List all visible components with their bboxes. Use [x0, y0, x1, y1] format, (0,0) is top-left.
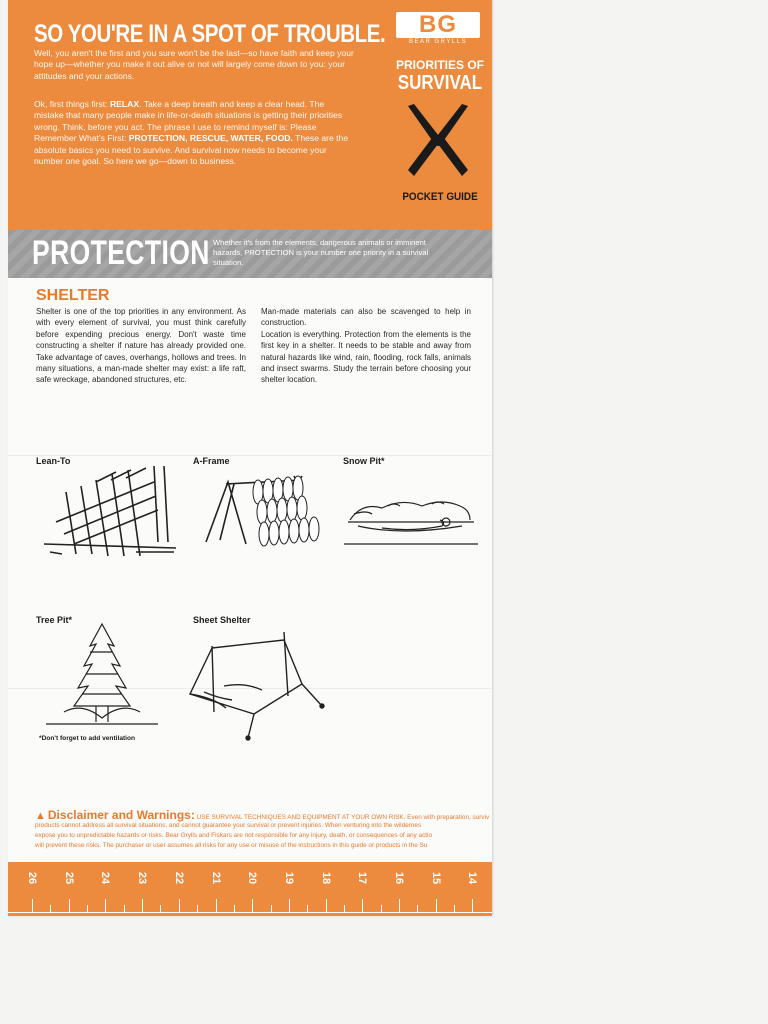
ruler-tick: [252, 899, 253, 913]
ruler-label: 21: [209, 871, 222, 885]
ruler-label: 18: [319, 871, 332, 885]
p2-pre: Ok, first things first:: [34, 99, 110, 109]
lean-to-label: Lean-To: [36, 456, 71, 466]
ruler-tick: [179, 899, 180, 913]
p2-post: These are the absolute basics you need to survive. And survival now needs to become your number one goal. So here we go—down to business.: [34, 133, 349, 167]
ruler-tick: [436, 899, 437, 913]
protection-title: PROTECTION: [32, 234, 210, 272]
ruler-tick: [32, 899, 33, 913]
ruler-tick: [362, 899, 363, 913]
p2-priorities: PROTECTION, RESCUE, WATER, FOOD.: [128, 133, 293, 144]
ruler-label: 17: [356, 871, 369, 885]
p2-mid: . Take a deep breath and keep a clear head. The mistake that many people make in life-or-death situations is getting their priorities wrong. Think, before you act. The phrase I use to remind myself is: Please Remember What's First:: [34, 99, 343, 144]
protection-text: Whether it's from the elements, dangerous animals or imminent hazards, PROTECTION is your number one priority in a survival situation.: [213, 238, 429, 267]
lean-to-illustration: [36, 462, 186, 562]
pocket-guide-sheet: [8, 0, 492, 916]
ruler-tick: [105, 899, 106, 913]
shelter-col2-para-1: Man-made materials can also be scavenged to help in construction.: [261, 307, 471, 328]
a-frame-label: A-Frame: [193, 456, 230, 466]
tree-pit-label: Tree Pit*: [36, 615, 73, 625]
ventilation-note: *Don't forget to add ventilation: [39, 735, 136, 742]
a-frame-illustration: [198, 474, 333, 566]
snow-pit-label: Snow Pit*: [343, 456, 385, 466]
disclaimer-line-2: products cannot address all survival situations, and cannot guarantee your survival or prevent injuries. When venturing into the wildernes: [35, 822, 422, 829]
brand-logo-block: [396, 12, 480, 52]
survival-label: SURVIVAL: [397, 72, 483, 94]
disclaimer-line-3: expose you to unpredictable hazards or risks. Bear Grylls and Fiskars are not responsible for any injury, death, or consequences of any actio: [35, 832, 433, 839]
ruler-label: 19: [282, 871, 295, 885]
ruler-strip: [8, 862, 492, 916]
ruler-tick: [216, 899, 217, 913]
bear-grylls-wordmark: BEAR GRYLLS: [408, 39, 468, 45]
ruler-label: 20: [246, 871, 259, 885]
ruler-label: 22: [172, 871, 185, 885]
ruler-tick: [289, 899, 290, 913]
pocket-guide-label: POCKET GUIDE: [402, 191, 478, 203]
header-paragraph-1: Well, you aren't the first and you sure won't be the last—so have faith and keep your hope up—whether you make it out alive or not will largely come down to you: your attitudes and your actions.: [34, 48, 354, 81]
ruler-label: 14: [466, 871, 479, 885]
bear-grylls-logo: BG: [396, 12, 480, 38]
header-paragraph-2: [34, 99, 356, 167]
shelter-column-2: [261, 306, 471, 386]
sheet-shelter-illustration: [184, 626, 334, 744]
header-panel: [8, 0, 492, 230]
header-title: SO YOU'RE IN A SPOT OF TROUBLE.: [34, 20, 386, 48]
ruler-tick: [69, 899, 70, 913]
disclaimer-title: Disclaimer and Warnings:: [47, 808, 195, 822]
ruler-label: 26: [26, 871, 38, 885]
disclaimer-lead: USE SURVIVAL TECHNIQUES AND EQUIPMENT AT YOUR OWN RISK. Even with preparation, surviv: [194, 814, 490, 821]
ruler-tick: [326, 899, 327, 913]
p2-relax: RELAX: [109, 99, 140, 109]
shelter-column-1: Shelter is one of the top priorities in any environment. As with every element of survival, you must think carefully before expending precious energy. Don't waste time constructing a shelter if nature has already provided one. Take advantage of caves, overhangs, hollows and trees. In many situations, a man-made shelter may exist: a life raft, safe wreckage, abandoned structures, etc.: [36, 307, 246, 385]
crossed-knives-icon: [398, 100, 478, 180]
shelter-col2-para-2: Location is everything. Protection from the elements is the first key in a shelter. It needs to be stable and away from natural hazards like wind, rain, flooding, rock falls, animals and insect swarms. Study the terrain before choosing your shelter location.: [261, 329, 471, 385]
warning-icon: ▲: [35, 810, 46, 822]
ruler-tick: [142, 899, 143, 913]
ruler-label: 16: [393, 871, 405, 885]
ruler-baseline: [8, 912, 492, 913]
ruler-tick: [472, 899, 473, 913]
ruler-tick: [399, 899, 400, 913]
ruler-label: 25: [62, 871, 75, 885]
sheet-shelter-label: Sheet Shelter: [193, 615, 251, 625]
ruler-label: 15: [429, 871, 442, 885]
shelter-heading: SHELTER: [36, 287, 110, 304]
tree-pit-illustration: [42, 622, 162, 730]
ruler-label: 23: [136, 871, 149, 885]
disclaimer-line-4: will prevent these risks. The purchaser or user assumes all risks for any use or misuse of the instructions in this guide or products in the Su: [35, 842, 428, 849]
priorities-label: PRIORITIES OF: [395, 58, 484, 72]
disclaimer-heading: [35, 808, 489, 822]
protection-band: [8, 230, 492, 278]
snow-pit-illustration: [342, 492, 480, 552]
fold-line: [8, 455, 492, 456]
ruler-label: 24: [99, 871, 112, 885]
